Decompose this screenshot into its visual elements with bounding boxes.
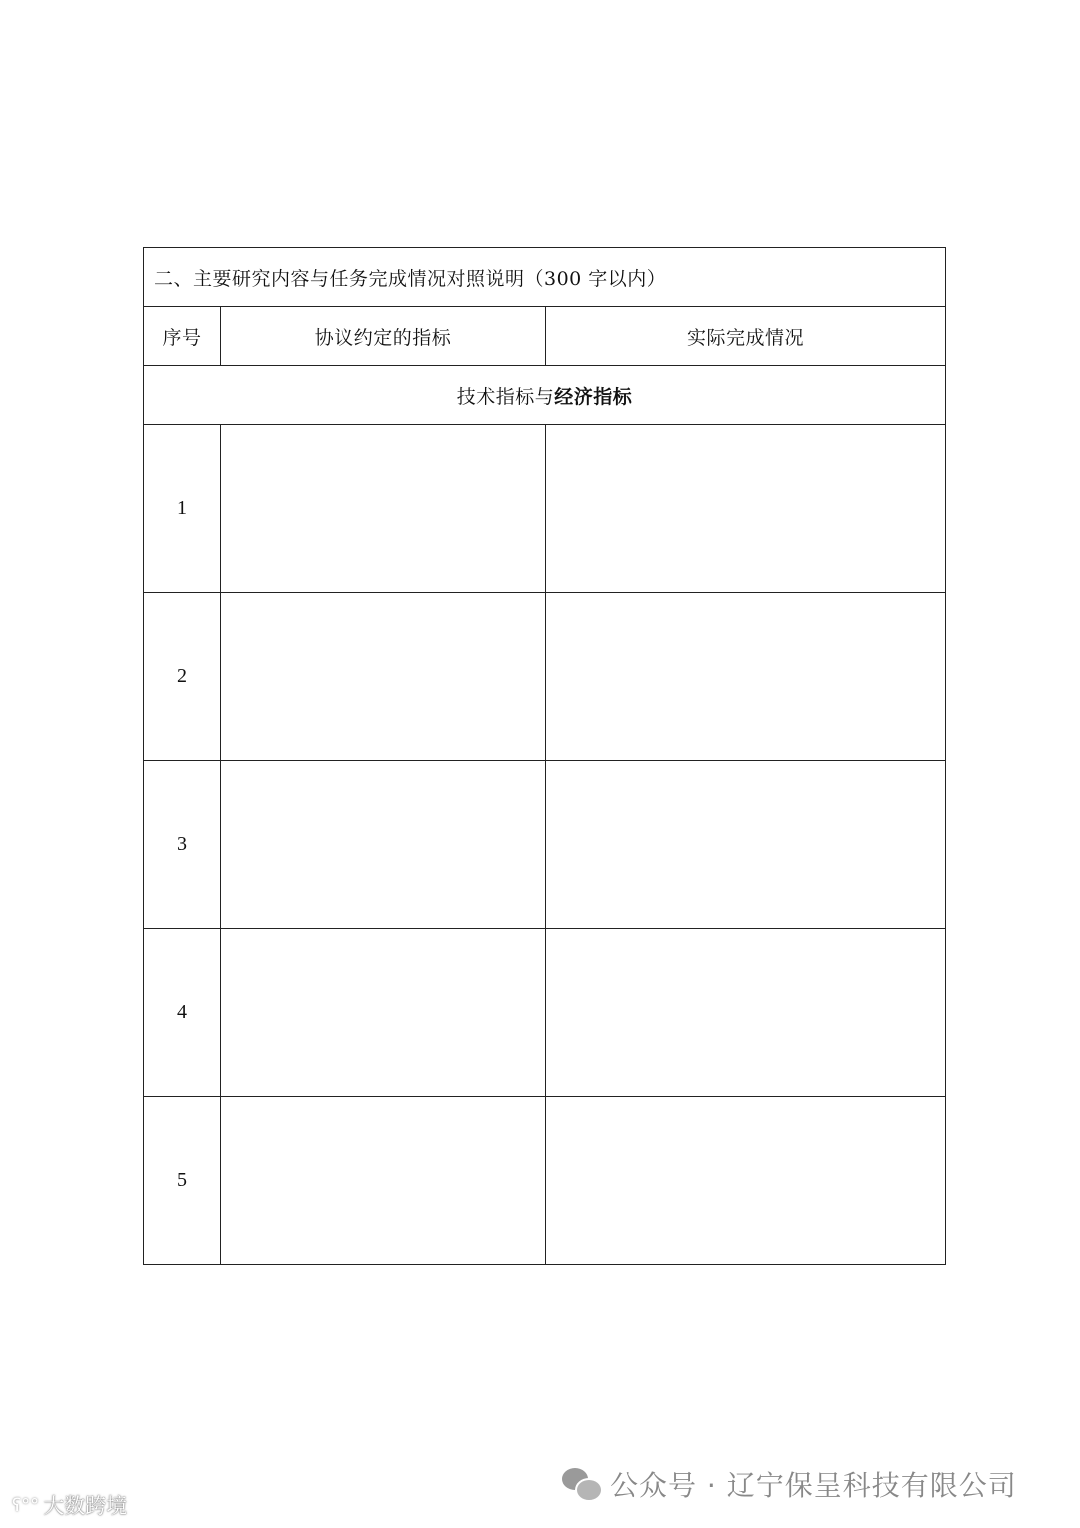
- row-actual-cell[interactable]: [546, 425, 946, 593]
- row-actual-cell[interactable]: [546, 761, 946, 929]
- table-row: [144, 761, 946, 929]
- comparison-table: [143, 247, 946, 1265]
- table-title: 二、主要研究内容与任务完成情况对照说明（300 字以内）: [144, 248, 946, 307]
- site-watermark-text: 大数跨境: [43, 1494, 128, 1518]
- table-row: [144, 593, 946, 761]
- site-watermark: [12, 1490, 127, 1520]
- row-seq: 1: [144, 425, 221, 593]
- row-agreed-cell[interactable]: [221, 1097, 546, 1265]
- row-actual-cell[interactable]: [546, 593, 946, 761]
- table-row: [144, 929, 946, 1097]
- header-seq: 序号: [144, 307, 221, 366]
- table-row: [144, 425, 946, 593]
- table-header-row: [144, 307, 946, 366]
- row-agreed-cell[interactable]: [221, 761, 546, 929]
- table-row: [144, 1097, 946, 1265]
- row-actual-cell[interactable]: [546, 929, 946, 1097]
- section-row: [144, 366, 946, 425]
- row-seq: 5: [144, 1097, 221, 1265]
- wechat-account-text: 公众号 · 辽宁保呈科技有限公司: [610, 1469, 1017, 1502]
- header-actual: 实际完成情况: [546, 307, 946, 366]
- row-actual-cell[interactable]: [546, 1097, 946, 1265]
- wechat-account-watermark: [562, 1464, 1017, 1504]
- row-seq: 4: [144, 929, 221, 1097]
- brand-logo-icon: ʕ°°: [12, 1494, 40, 1516]
- row-seq: 2: [144, 593, 221, 761]
- section-heading: [144, 366, 946, 425]
- section-heading-normal: 技术指标与: [456, 385, 555, 408]
- wechat-icon: [562, 1468, 602, 1500]
- row-seq: 3: [144, 761, 221, 929]
- header-agreed: 协议约定的指标: [221, 307, 546, 366]
- row-agreed-cell[interactable]: [221, 425, 546, 593]
- table-title-row: [144, 248, 946, 307]
- row-agreed-cell[interactable]: [221, 593, 546, 761]
- section-heading-bold: 经济指标: [554, 385, 633, 408]
- row-agreed-cell[interactable]: [221, 929, 546, 1097]
